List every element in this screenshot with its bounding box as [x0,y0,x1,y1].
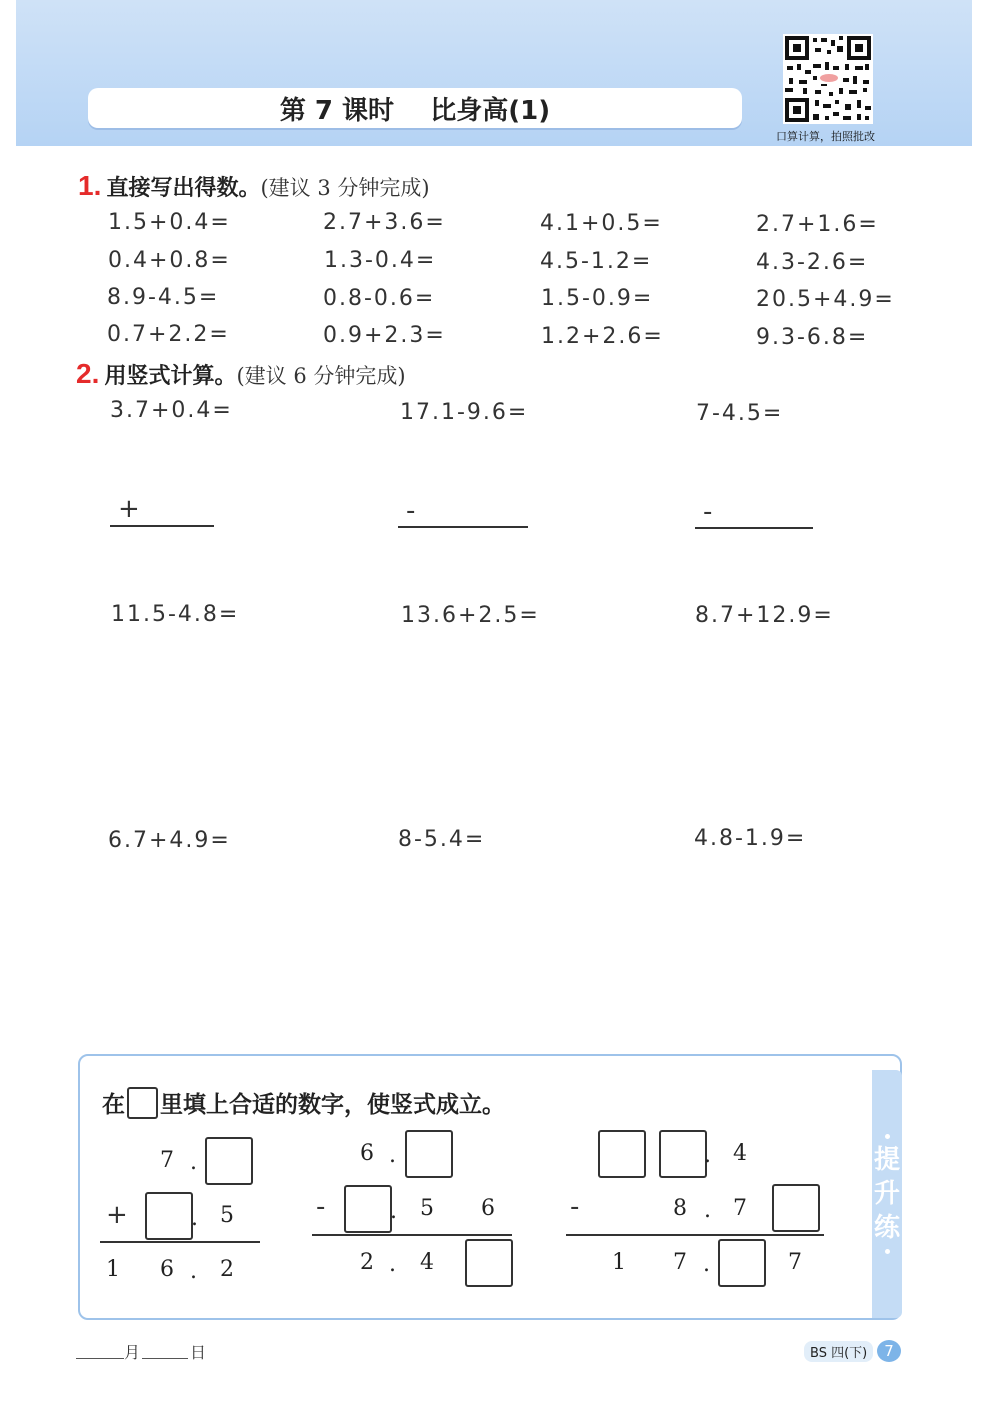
decimal-point: . [389,1143,396,1168]
digit: 1 [106,1257,120,1282]
vertical-equation: 17.1-9.6= [400,400,529,425]
plus-sign: + [118,494,140,524]
answer-box[interactable] [145,1192,193,1240]
answer-box[interactable] [772,1184,820,1232]
answer-line [110,525,214,527]
decimal-point: . [390,1199,397,1224]
decimal-point: . [190,1150,197,1175]
digit: 7 [733,1196,747,1221]
equation: 20.5+4.9= [756,287,895,312]
plus-sign: + [106,1200,128,1230]
difference-line [312,1234,512,1236]
vertical-equation: 7-4.5= [696,401,784,426]
answer-box[interactable] [659,1130,707,1178]
vertical-equation: 8-5.4= [398,827,486,852]
minus-sign: - [406,496,416,526]
answer-box[interactable] [405,1130,453,1178]
answer-line [398,526,528,528]
minus-sign: - [316,1192,326,1222]
section1-hint: (建议 3 分钟完成) [260,176,430,200]
day-blank[interactable] [142,1358,188,1359]
answer-box[interactable] [718,1239,766,1287]
answer-line [695,527,813,529]
instruction-start: 在 [102,1092,125,1118]
answer-box[interactable] [598,1130,646,1178]
answer-box[interactable] [344,1185,392,1233]
vertical-equation: 8.7+12.9= [695,603,834,628]
day-label: 日 [190,1343,207,1362]
digit: 6 [481,1196,495,1221]
vertical-equation: 6.7+4.9= [108,828,231,853]
minus-sign: - [570,1192,580,1222]
equation: 0.7+2.2= [107,322,230,347]
section1-number: 1. [78,170,102,201]
digit: 6 [360,1141,374,1166]
example-box [127,1087,158,1119]
lesson-number: 第 7 课时 [279,95,395,126]
side-tab-char: 提 [873,1145,900,1175]
digit: 8 [673,1196,687,1221]
dot-icon [885,1134,890,1139]
digit: 7 [160,1148,174,1173]
edition-label: BS 四(下) [804,1341,873,1362]
equation: 8.9-4.5= [107,285,220,310]
sum-line [100,1241,260,1243]
vertical-equation: 13.6+2.5= [401,603,540,628]
digit: 4 [733,1141,747,1166]
digit: 5 [220,1203,234,1228]
section2-hint: (建议 6 分钟完成) [236,364,406,388]
vertical-equation: 3.7+0.4= [110,398,233,423]
page-number: 7 [877,1340,901,1362]
side-tab-char: 练 [873,1213,900,1243]
equation: 0.9+2.3= [323,323,446,348]
section1-title: 直接写出得数。 [106,176,261,201]
digit: 6 [160,1257,174,1282]
side-tab-char: 升 [873,1179,900,1209]
equation: 1.5-0.9= [541,286,654,311]
month-label: 月 [124,1343,141,1362]
equation: 2.7+1.6= [756,212,879,237]
answer-box[interactable] [465,1239,513,1287]
section2-number: 2. [76,358,100,389]
equation: 0.4+0.8= [108,248,231,273]
digit: 7 [788,1250,802,1275]
qr-code-icon[interactable] [783,34,873,124]
lesson-title-bar [88,88,742,128]
equation: 4.3-2.6= [756,250,869,275]
equation: 0.8-0.6= [323,286,436,311]
digit: 4 [420,1250,434,1275]
month-blank[interactable] [76,1358,124,1359]
digit: 1 [612,1250,626,1275]
difference-line [566,1234,824,1236]
decimal-point: . [704,1198,711,1223]
answer-box[interactable] [205,1137,253,1185]
section2-title: 用竖式计算。 [104,364,237,389]
decimal-point: . [389,1252,396,1277]
digit: 7 [673,1250,687,1275]
decimal-point: . [191,1206,198,1231]
vertical-equation: 4.8-1.9= [694,826,807,851]
digit: 2 [360,1250,374,1275]
equation: 9.3-6.8= [756,325,869,350]
equation: 1.5+0.4= [108,210,231,235]
decimal-point: . [190,1259,197,1284]
section1-heading [78,170,430,202]
equation: 1.3-0.4= [324,248,437,273]
equation: 4.5-1.2= [540,249,653,274]
vertical-equation: 11.5-4.8= [111,602,240,627]
section2-heading [76,358,406,390]
equation: 4.1+0.5= [540,211,663,236]
decimal-point: . [704,1143,711,1168]
decimal-point: . [703,1252,710,1277]
qr-caption: 口算计算，拍照批改 [776,130,875,143]
digit: 2 [220,1257,234,1282]
equation: 1.2+2.6= [541,324,664,349]
bonus-instruction [102,1086,505,1119]
minus-sign: - [703,497,713,527]
lesson-topic: 比身高(1) [430,95,551,126]
side-tab [872,1070,902,1318]
dot-icon [885,1249,890,1254]
equation: 2.7+3.6= [323,210,446,235]
digit: 5 [420,1196,434,1221]
instruction-end: 里填上合适的数字，使竖式成立。 [160,1092,505,1118]
